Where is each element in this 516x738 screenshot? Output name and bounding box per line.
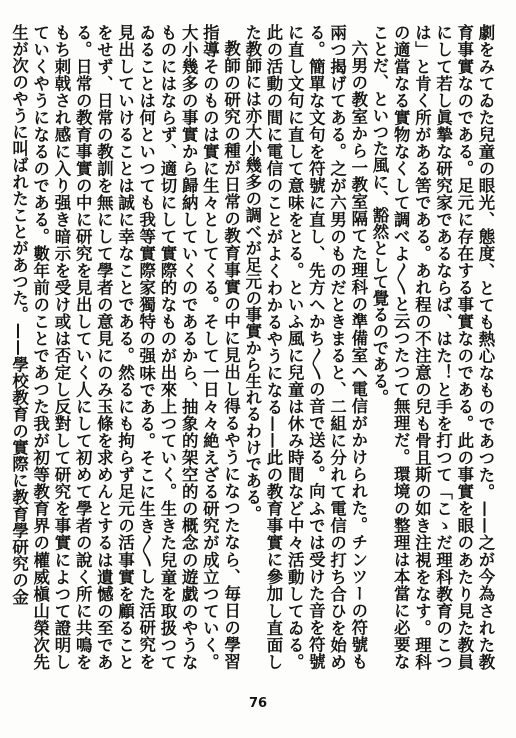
paragraph-1: 劇をみてゐた兒童の眼光、態度、とても熱心なものであつた。——之が今為された教育事實なのである。足元に存在する事實なのである。此の事實を眼のあたり見た教員にして若し眞摯な研究家であるならば、はた！と手を打つて「こゝだ理科教育のこつは」と肯く所がある筈である。あれ程の不注意の兒も骨且斯の如き注視をなす。理科の適當なる實物なくして調べよ〳〵と云つたつて無理だ。環境の整理は本當に必要なことだ、といつた風に、豁然として覺るのである。 bbox=[369, 24, 495, 670]
paragraph-2: 六男の教室から一教室隔てた理科の準備室へ電信がかけられた。チンツーの符號も兩つ揭げてある。之が六男のものだときまると、二組に分れて電信の打ち合ひを始める。簡單な文句を符號に直し、先方へかち〳〵の音で送る。向ふでは受けた音を符號に直し文句に直して意味をとる。といふ風に兒童は休み時間など中々活動してゐる。此の活動の間に電信のことがよくわかるやうになる——此の教育事實に參加し直面した教師には亦大小幾多の調べが足元の事實から生れるわけである。 bbox=[242, 24, 368, 670]
page-number: 76 bbox=[248, 696, 268, 711]
paragraph-3: 教師の研究の種が日常の教育事實の中に見出し得るやうになつたなら、毎日の學習指導そのものは實に生々としてくる。そして一日々々絶えざる研究が成立つていく。大小幾多の事實から歸納していくのであるから、抽象的架空的の概念の遊戯のやうなものにはならず、適切にして實際的なものが出來上つていく。生きた兒童を取扱つてゐることは何といつても我等實際家獨特の强味である。そこに生き〳〵した活研究を見出していけることは誠に幸なことである。然るにも拘らず足元の活事實を顧ることをせず、日常の教訓を無にして學者の意見にのみ玉條を求めんとするは遺憾の至である。日常の教育事實の中に研究を見出していく人にして初めて學者の說く所に共鳴をもち刺戟され感に入り强き暗示を受け或は否定し反對して研究を事實によつて證明していくやうになるのである。數年前のことであつた我が初等教育界の權威槇山榮次先生が次のやうに叫ばれたことがあつた。——學校教育の實際に教育學研究の金 bbox=[9, 24, 241, 670]
vertical-text-body bbox=[9, 24, 496, 670]
